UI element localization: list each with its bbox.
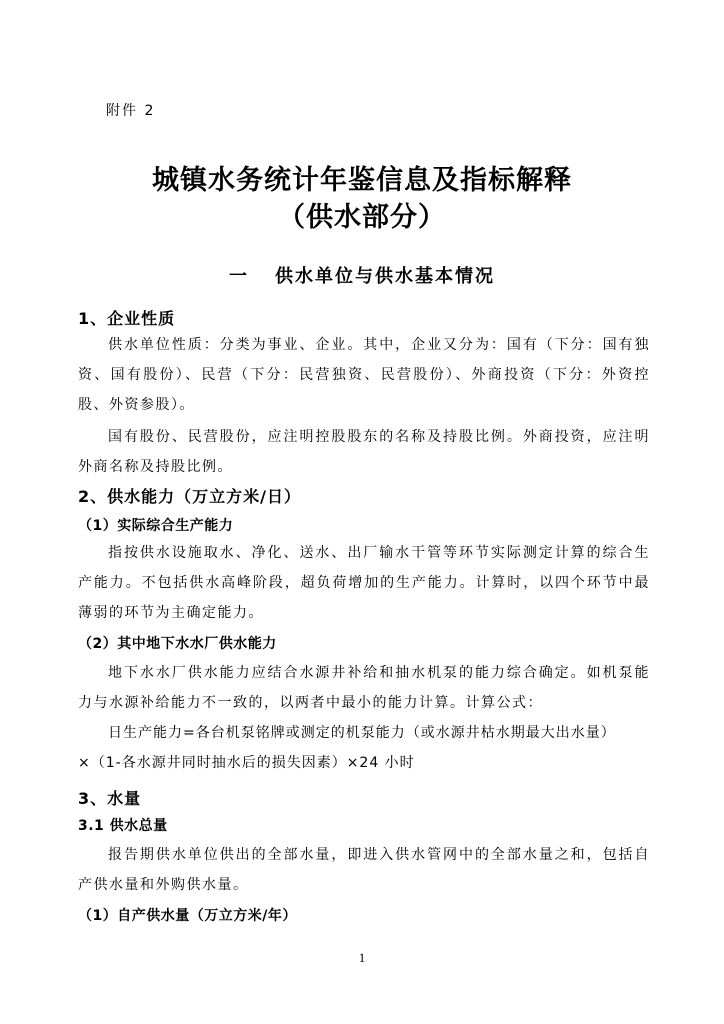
formula-line-2: ×（1-各水源井同时抽水后的损失因素）×24 小时 — [78, 755, 415, 771]
section-number: 一 — [229, 266, 249, 287]
paragraph-enterprise-nature: 供水单位性质：分类为事业、企业。其中，企业又分为：国有（下分：国有独资、国有股份）、民营（下分：民营独资、民营股份）、外商投资（下分：外资控股、外资参股）。 — [78, 337, 650, 413]
document-subtitle: （供水部分） — [278, 202, 446, 233]
document-title: 城镇水务统计年鉴信息及指标解释 — [152, 165, 572, 196]
paragraph-actual-capacity: 指按供水设施取水、净化、送水、出厂输水干管等环节实际测定计算的综合生产能力。不包括供水高峰阶段，超负荷增加的生产能力。计算时，以四个环节中最薄弱的环节为主确定能力。 — [78, 545, 650, 621]
heading-water-volume: 3、水量 — [78, 789, 142, 808]
page-number: 1 — [358, 950, 366, 965]
heading-supply-capacity: 2、供水能力（万立方米/日） — [78, 487, 301, 506]
attachment-label: 附件 2 — [106, 103, 156, 119]
section-title: 供水单位与供水基本情况 — [275, 266, 495, 287]
formula-line-1: 日生产能力=各台机泵铭牌或测定的机泵能力（或水源井枯水期最大出水量） — [108, 725, 616, 741]
heading-enterprise-nature: 1、企业性质 — [78, 309, 176, 328]
paragraph-total-supply: 报告期供水单位供出的全部水量，即进入供水管网中的全部水量之和，包括自产供水量和外购供水量。 — [78, 847, 650, 893]
subheading-groundwater-capacity: （2）其中地下水水厂供水能力 — [78, 636, 277, 652]
subheading-self-produced-supply: （1）自产供水量（万立方米/年） — [78, 908, 297, 924]
paragraph-groundwater-capacity: 地下水水厂供水能力应结合水源井补给和抽水机泵的能力综合确定。如机泵能力与水源补给能力不一致的，以两者中最小的能力计算。计算公式： — [78, 665, 650, 711]
subheading-total-supply: 3.1 供水总量 — [78, 818, 168, 834]
subheading-actual-capacity: （1）实际综合生产能力 — [78, 518, 234, 534]
section-heading — [0, 262, 724, 288]
paragraph-shareholding: 国有股份、民营股份，应注明控股股东的名称及持股比例。外商投资，应注明外商名称及持股比例。 — [78, 429, 650, 475]
